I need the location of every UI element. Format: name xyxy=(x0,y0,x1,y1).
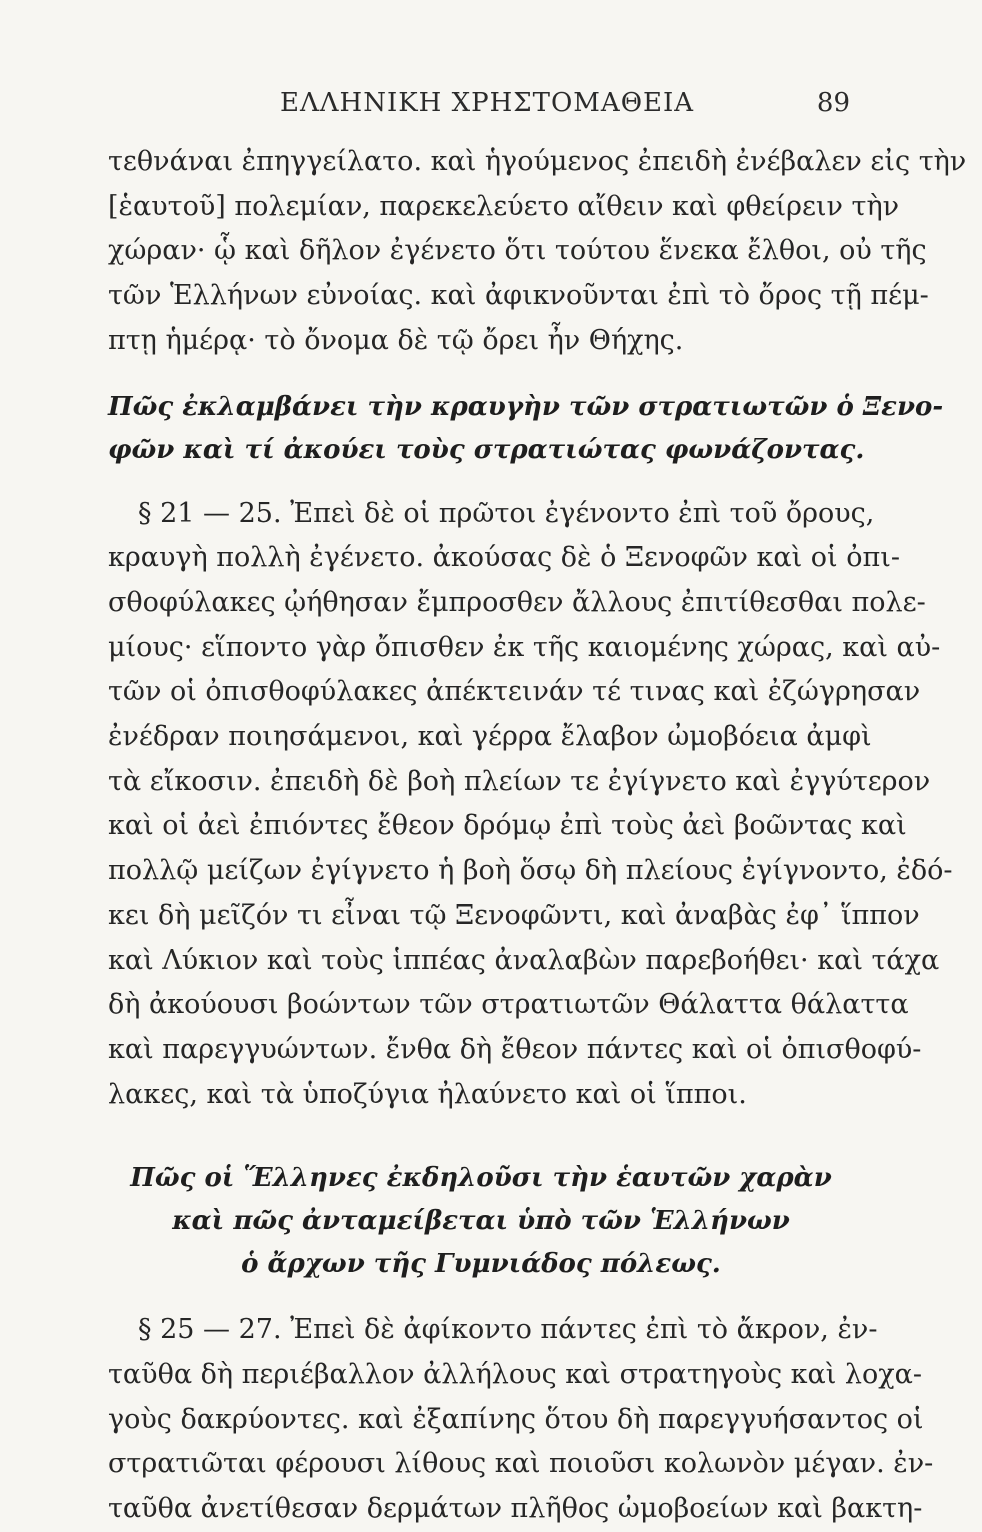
heading-line: φῶν καὶ τί ἀκούει τοὺς στρατιώτας φωνάζοντας. xyxy=(108,434,865,465)
text-line: σθοφύλακες ᾠήθησαν ἔμπροσθεν ἄλλους ἐπιτίθεσθαι πολε- xyxy=(108,586,926,618)
text-line: τὰ εἴκοσιν. ἐπειδὴ δὲ βοὴ πλείων τε ἐγίγνετο καὶ ἐγγύτερον xyxy=(108,765,931,797)
text-line: [ἑαυτοῦ] πολεμίαν, παρεκελεύετο αἴθειν καὶ φθείρειν τὴν xyxy=(108,190,900,222)
text-line: κραυγὴ πολλὴ ἐγένετο. ἀκούσας δὲ ὁ Ξενοφῶν καὶ οἱ ὀπι- xyxy=(108,542,900,574)
spacer xyxy=(108,472,854,492)
spacer xyxy=(108,1286,854,1308)
text-line: γοὺς δακρύοντες. καὶ ἐξαπίνης ὅτου δὴ παρεγγυήσαντος οἱ xyxy=(108,1403,924,1435)
text-line: μίους· εἵποντο γὰρ ὄπισθεν ἐκ τῆς καιομένης χώρας, καὶ αὐ- xyxy=(108,631,941,663)
text-line: στρατιῶται φέρουσι λίθους καὶ ποιοῦσι κολωνὸν μέγαν. ἐν- xyxy=(108,1448,934,1480)
text-line: § 21 — 25. Ἐπεὶ δὲ οἱ πρῶτοι ἐγένοντο ἐπὶ τοῦ ὄρους, xyxy=(138,497,875,529)
spacer xyxy=(108,364,854,386)
text-line: τεθνάναι ἐπηγγείλατο. καὶ ἡγούμενος ἐπειδὴ ἐνέβαλεν εἰς τὴν xyxy=(108,146,967,177)
text-line: πολλῷ μείζων ἐγίγνετο ἡ βοὴ ὅσῳ δὴ πλείους ἐγίγνοντο, ἐδό- xyxy=(108,855,953,887)
text-line: καὶ παρεγγυώντων. ἔνθα δὴ ἔθεον πάντες καὶ οἱ ὀπισθοφύ- xyxy=(108,1033,922,1065)
text-line: κει δὴ μεῖζόν τι εἶναι τῷ Ξενοφῶντι, καὶ ἀναβὰς ἐφ᾽ ἵππον xyxy=(108,899,920,931)
page-header xyxy=(110,88,850,124)
text-line: ταῦθα ἀνετίθεσαν δερμάτων πλῆθος ὠμοβοείων καὶ βακτη- xyxy=(108,1493,923,1525)
heading-line: Πῶς οἱ Ἕλληνες ἐκδηλοῦσι τὴν ἑαυτῶν χαρὰν xyxy=(130,1163,832,1194)
text-line: § 25 — 27. Ἐπεὶ δὲ ἀφίκοντο πάντες ἐπὶ τὸ ἄκρον, ἐν- xyxy=(138,1314,878,1346)
page-number: 89 xyxy=(816,88,850,118)
text-line: χώραν· ᾧ καὶ δῆλον ἐγένετο ὅτι τούτου ἕνεκα ἔλθοι, οὐ τῆς xyxy=(108,235,927,267)
text-line: ταῦθα δὴ περιέβαλλον ἀλλήλους καὶ στρατηγοὺς καὶ λοχα- xyxy=(108,1359,923,1391)
spacer xyxy=(108,1117,854,1157)
paragraph-2 xyxy=(108,492,953,1118)
paragraph-1 xyxy=(108,140,967,364)
section-heading-2 xyxy=(108,1157,854,1286)
paragraph-3 xyxy=(108,1308,934,1532)
text-line: λακες, καὶ τὰ ὑποζύγια ἠλαύνετο καὶ οἱ ἵπποι. xyxy=(108,1078,747,1110)
text-line: τῶν οἱ ὀπισθοφύλακες ἀπέκτεινάν τέ τινας καὶ ἐζώγρησαν xyxy=(108,676,921,708)
text-line: πτῃ ἡμέρᾳ· τὸ ὄνομα δὲ τῷ ὄρει ἦν Θήχης. xyxy=(108,324,684,356)
running-title: ΕΛΛΗΝΙΚΗ ΧΡΗΣΤΟΜΑΘΕΙΑ xyxy=(280,88,695,118)
text-line: ἐνέδραν ποιησάμενοι, καὶ γέρρα ἔλαβον ὠμοβόεια ἀμφὶ xyxy=(108,721,872,753)
heading-line: καὶ πῶς ἀνταμείβεται ὑπὸ τῶν Ἑλλήνων xyxy=(172,1206,790,1237)
text-line: τῶν Ἑλλήνων εὐνοίας. καὶ ἀφικνοῦνται ἐπὶ τὸ ὄρος τῇ πέμ- xyxy=(108,280,929,312)
heading-line: ὁ ἄρχων τῆς Γυμνιάδος πόλεως. xyxy=(241,1249,721,1280)
page-content xyxy=(108,140,967,1532)
text-line: καὶ Λύκιον καὶ τοὺς ἱππέας ἀναλαβὼν παρεβοήθει· καὶ τάχα xyxy=(108,944,940,976)
section-heading-1 xyxy=(108,386,944,472)
text-line: καὶ οἱ ἀεὶ ἐπιόντες ἔθεον δρόμῳ ἐπὶ τοὺς ἀεὶ βοῶντας καὶ xyxy=(108,810,907,842)
text-line: δὴ ἀκούουσι βοώντων τῶν στρατιωτῶν Θάλαττα θάλαττα xyxy=(108,989,909,1021)
heading-line: Πῶς ἐκλαμβάνει τὴν κραυγὴν τῶν στρατιωτῶν ὁ Ξενο- xyxy=(108,391,944,422)
